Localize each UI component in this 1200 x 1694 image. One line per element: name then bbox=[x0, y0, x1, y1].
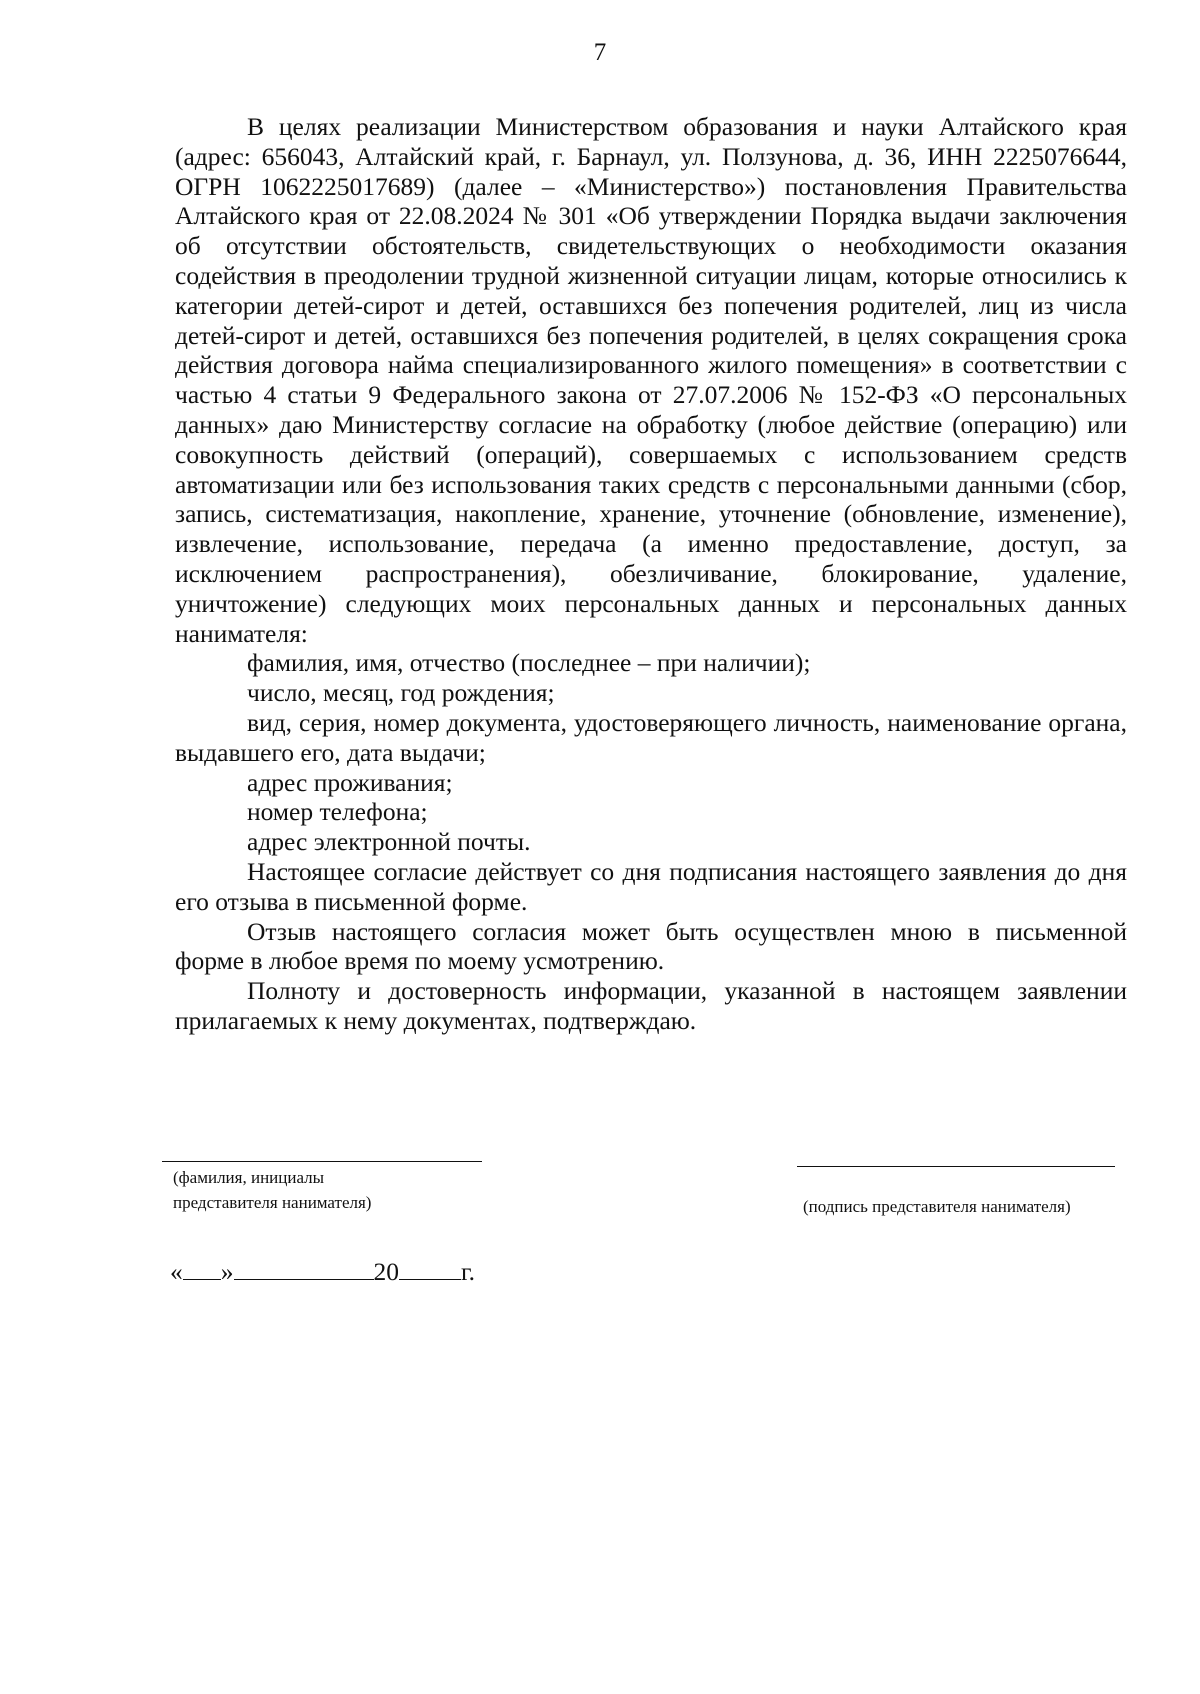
signature-line[interactable] bbox=[797, 1166, 1115, 1167]
date-month-blank[interactable] bbox=[234, 1257, 374, 1280]
list-item-phone: номер телефона; bbox=[247, 797, 428, 827]
list-item-full-name: фамилия, имя, отчество (последнее – при наличии); bbox=[247, 648, 811, 678]
date-year-blank[interactable] bbox=[399, 1257, 461, 1280]
list-item-email: адрес электронной почты. bbox=[247, 827, 531, 857]
name-signature-line[interactable] bbox=[162, 1161, 482, 1162]
document-body bbox=[175, 112, 1127, 1036]
consent-validity-paragraph: Настоящее согласие действует со дня подписания настоящего заявления до дня его отзыва в письменной форме. bbox=[175, 856, 1127, 916]
date-open-quote: « bbox=[170, 1257, 183, 1286]
name-caption-line1: (фамилия, инициалы bbox=[173, 1168, 325, 1187]
accuracy-confirmation-paragraph: Полноту и достоверность информации, указанной в настоящем заявлении прилагаемых к нему документах, подтверждаю. bbox=[175, 976, 1127, 1035]
consent-withdrawal-paragraph: Отзыв настоящего согласия может быть осуществлен мною в письменной форме в любое время по моему усмотрению. bbox=[175, 916, 1127, 976]
list-item-address: адрес проживания; bbox=[247, 767, 453, 797]
date-field bbox=[170, 1257, 475, 1287]
list-item-birth-date: число, месяц, год рождения; bbox=[247, 678, 555, 708]
date-close-quote: » bbox=[220, 1257, 234, 1286]
consent-paragraph: В целях реализации Министерством образования и науки Алтайского края (адрес: 656043, Алтайский край, г. Барнаул, ул. Ползунова, д. 36, ИНН 2225076644, ОГРН 1062225017689) (далее – «Министерство») постановления Правительства Алтайского края от 22.08.2024 № 301 «Об утверждении Порядка выдачи заключения об отсутствии обстоятельств, свидетельствующих о необходимости оказания содействия в преодолении трудной жизненной ситуации лицам, которые относились к категории детей-сирот и детей, оставшихся без попечения родителей, лиц из числа детей-сирот и детей, оставшихся без попечения родителей, в целях сокращения срока действия договора найма специализированного жилого помещения» в соответствии с частью 4 статьи 9 Федерального закона от 27.07.2006 № 152-ФЗ «О персональных данных» даю Министерству согласие на обработку (любое действие (операцию) или совокупность действий (операций), совершаемых с использованием средств автоматизации или без использования таких средств с персональными данными (сбор, запись, систематизация, накопление, хранение, уточнение (обновление, изменение), извлечение, использование, передача (а именно предоставление, доступ, за исключением распространения), обезличивание, блокирование, удаление, уничтожение) следующих моих персональных данных и персональных данных нанимателя: bbox=[175, 112, 1127, 648]
name-caption-line2: представителя нанимателя) bbox=[173, 1193, 372, 1212]
date-century: 20 bbox=[373, 1257, 399, 1286]
page-number: 7 bbox=[593, 39, 607, 66]
date-year-suffix: г. bbox=[461, 1257, 475, 1286]
date-day-blank[interactable] bbox=[183, 1257, 221, 1280]
signature-caption: (подпись представителя нанимателя) bbox=[803, 1197, 1071, 1216]
list-item-identity-document: вид, серия, номер документа, удостоверяющего личность, наименование органа, выдавшего его, дата выдачи; bbox=[175, 707, 1127, 767]
